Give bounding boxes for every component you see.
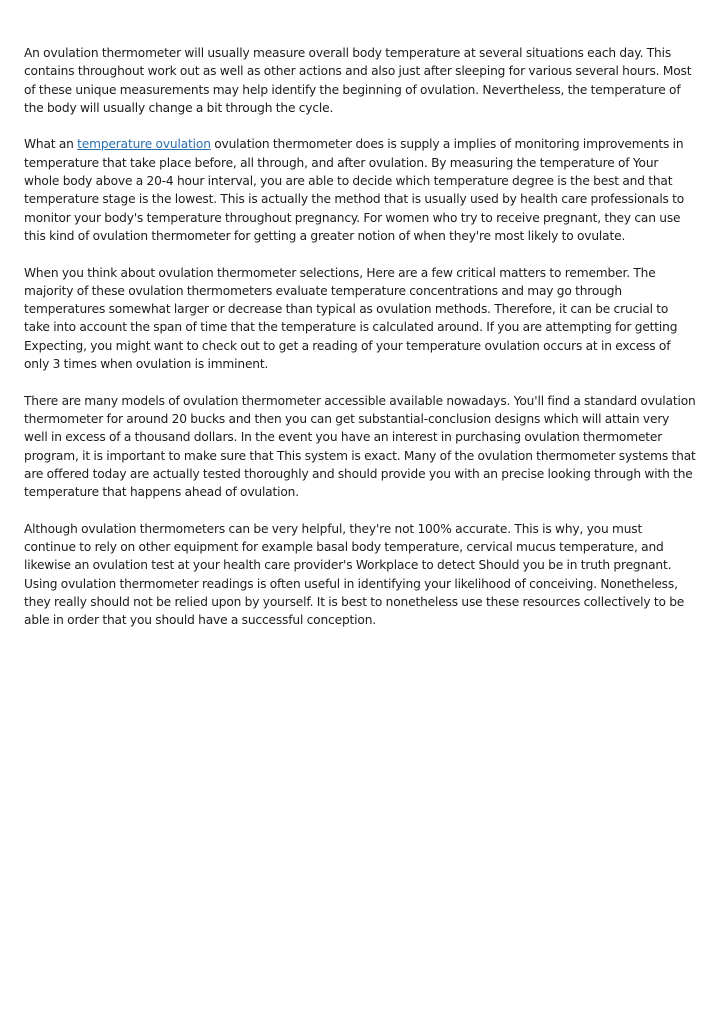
paragraph-2-lead-text: What an [24, 137, 78, 152]
paragraph-2-body-text: ovulation thermometer does is supply a implies of monitoring improvements in temperature that take place before, all through, and after ovulation. By measuring the temperature of Your whole body above a 20-4 hour interval, you are able to decide which temperature degree is the best and that temperature stage is the lowest. This is actually the method that is usually used by health care professionals to monitor your body's temperature throughout pregnancy. For women who try to receive pregnant, they can use this kind of ovulation thermometer for getting a greater notion of when they're most likely to ovulate. [24, 137, 685, 243]
paragraph-3: When you think about ovulation thermometer selections, Here are a few critical matters to remember. The majority of these ovulation thermometers evaluate temperature concentrations and may go through temperatures somewhat larger or decrease than typical as ovulation methods. Therefore, it can be crucial to take into account the span of time that the temperature is calculated around. If you are attempting for getting Expecting, you might want to check out to get a reading of your temperature ovulation occurs at in excess of only 3 times when ovulation is imminent. [24, 265, 678, 372]
paragraph-5: Although ovulation thermometers can be very helpful, they're not 100% accurate. This is why, you must continue to rely on other equipment for example basal body temperature, cervical mucus temperature, and likewise an ovulation test at your health care provider's Workplace to detect Should you be in truth pregnant. Using ovulation thermometer readings is often useful in identifying your likelihood of conceiving. Nonetheless, they really should not be relied upon by yourself. It is best to nonetheless use these resources collectively to be able in order that you should have a successful conception. [24, 521, 685, 628]
paragraph-1: An ovulation thermometer will usually measure overall body temperature at several situations each day. This contains throughout work out as well as other actions and also just after sleeping for various several hours. Most of these unique measurements may help identify the beginning of ovulation. Nevertheless, the temperature of the body will usually change a bit through the cycle. [24, 46, 692, 115]
paragraph-4: There are many models of ovulation thermometer accessible available nowadays. You'll find a standard ovulation thermometer for around 20 bucks and then you can get substantial-conclusion designs which will attain very well in excess of a thousand dollars. In the event you have an interest in purchasing ovulation thermometer program, it is important to make sure that This system is exact. Many of the ovulation thermometer systems that are offered today are actually tested thoroughly and should provide you with an precise looking through with the temperature that happens ahead of ovulation. [24, 393, 696, 500]
temperature-ovulation-link[interactable]: temperature ovulation [77, 137, 211, 152]
paragraph-2 [24, 135, 696, 245]
document-body [24, 44, 696, 648]
